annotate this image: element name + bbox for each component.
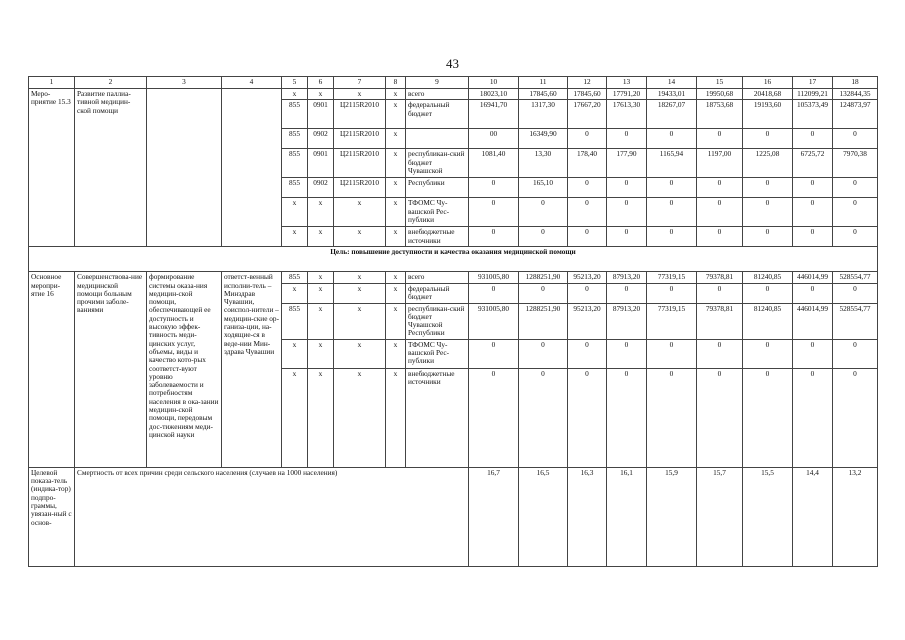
value-cell: 0 (743, 283, 793, 303)
value-cell: 446014,99 (793, 272, 833, 283)
grbs-cell: х (282, 368, 308, 467)
page-number: 43 (446, 56, 459, 71)
value-cell: 0 (743, 178, 793, 198)
table-row (29, 89, 878, 100)
goal-row (29, 247, 878, 272)
value-cell: 16941,70 (469, 100, 519, 129)
value-cell: 0 (607, 283, 647, 303)
col-num-15: 15 (697, 77, 743, 89)
value-cell: 0 (519, 283, 568, 303)
section-cell: х (308, 339, 334, 368)
value-cell: 0 (743, 198, 793, 227)
grbs-cell: 855 (282, 303, 308, 339)
section-cell: х (308, 89, 334, 100)
value-cell: 132844,35 (833, 89, 878, 100)
target-article-cell: Ц2115R2010 (334, 178, 386, 198)
value-cell: 18023,10 (469, 89, 519, 100)
section-cell: х (308, 198, 334, 227)
value-cell: 20418,68 (743, 89, 793, 100)
funding-source: внебюджетные источники (406, 227, 469, 247)
col-num-13: 13 (607, 77, 647, 89)
value-cell: 0 (743, 129, 793, 149)
col-num-18: 18 (833, 77, 878, 89)
value-cell: 0 (697, 198, 743, 227)
value-cell: 0 (469, 178, 519, 198)
target-article-cell: х (334, 283, 386, 303)
section-cell: х (308, 368, 334, 467)
expense-group-cell: х (386, 272, 406, 283)
funding-source: федеральный бюджет (406, 100, 469, 129)
col-num-11: 11 (519, 77, 568, 89)
indicator-value: 16,3 (568, 467, 607, 566)
value-cell: 87913,20 (607, 272, 647, 283)
expense-group-cell: х (386, 303, 406, 339)
value-cell: 17791,20 (607, 89, 647, 100)
value-cell: 0 (833, 227, 878, 247)
value-cell: 0 (647, 339, 697, 368)
col-num-1: 1 (29, 77, 75, 89)
value-cell: 1225,08 (743, 149, 793, 178)
value-cell: 0 (568, 283, 607, 303)
value-cell: 1288251,90 (519, 272, 568, 283)
grbs-cell: х (282, 339, 308, 368)
indicator-value: 13,2 (833, 467, 878, 566)
value-cell: 0 (647, 198, 697, 227)
value-cell: 0 (647, 227, 697, 247)
value-cell: 81240,85 (743, 303, 793, 339)
value-cell: 17667,20 (568, 100, 607, 129)
value-cell: 0 (568, 227, 607, 247)
value-cell: 17845,60 (519, 89, 568, 100)
value-cell: 0 (833, 178, 878, 198)
grbs-cell: 855 (282, 272, 308, 283)
col-num-9: 9 (406, 77, 469, 89)
activity-goal (147, 89, 222, 247)
activity-name: Совершенствова-ние медицинской помощи больным прочими заболе-ваниями (75, 272, 147, 467)
value-cell: 0 (519, 339, 568, 368)
grbs-cell: 855 (282, 178, 308, 198)
col-num-12: 12 (568, 77, 607, 89)
col-num-4: 4 (222, 77, 282, 89)
value-cell: 0 (743, 227, 793, 247)
activity-executor: ответст-венный исполни-тель – Минздрав Чувашии, соиспол-нители – медицин-ские ор-ганиза-ции, на-ходящие-ся в веде-нии Мин-здрава Чувашии (222, 272, 282, 467)
section-cell: 0901 (308, 100, 334, 129)
value-cell: 165,10 (519, 178, 568, 198)
expense-group-cell: х (386, 368, 406, 467)
activity-name: Развитие паллиа-тивной медицин-ской помощи (75, 89, 147, 247)
expense-group-cell: х (386, 178, 406, 198)
indicator-value: 14,4 (793, 467, 833, 566)
target-article-cell: х (334, 368, 386, 467)
value-cell: 19193,60 (743, 100, 793, 129)
value-cell: 931005,80 (469, 303, 519, 339)
value-cell: 0 (607, 198, 647, 227)
col-num-7: 7 (334, 77, 386, 89)
value-cell: 0 (793, 339, 833, 368)
value-cell: 0 (607, 339, 647, 368)
funding-source: ТФОМС Чу-вашской Рес-публики (406, 198, 469, 227)
value-cell: 16349,90 (519, 129, 568, 149)
value-cell: 0 (568, 198, 607, 227)
value-cell: 0 (833, 283, 878, 303)
expense-group-cell: х (386, 129, 406, 149)
value-cell: 17845,60 (568, 89, 607, 100)
value-cell: 7970,38 (833, 149, 878, 178)
value-cell: 0 (519, 227, 568, 247)
value-cell: 931005,80 (469, 272, 519, 283)
target-article-cell: х (334, 198, 386, 227)
value-cell: 0 (833, 368, 878, 467)
value-cell: 0 (647, 368, 697, 467)
section-cell: 0902 (308, 129, 334, 149)
expense-group-cell: х (386, 227, 406, 247)
grbs-cell: х (282, 198, 308, 227)
value-cell: 95213,20 (568, 303, 607, 339)
col-num-6: 6 (308, 77, 334, 89)
col-num-5: 5 (282, 77, 308, 89)
col-num-16: 16 (743, 77, 793, 89)
col-num-10: 10 (469, 77, 519, 89)
indicator-label: Целевой показа-тель (индика-тор) подпро-граммы, увязан-ный с основ- (29, 467, 75, 566)
target-article-cell: Ц2115R2010 (334, 149, 386, 178)
expense-group-cell: х (386, 89, 406, 100)
expense-group-cell: х (386, 100, 406, 129)
column-number-row (29, 77, 878, 89)
value-cell: 0 (568, 339, 607, 368)
section-cell: х (308, 272, 334, 283)
indicator-value: 15,9 (647, 467, 697, 566)
value-cell: 77319,15 (647, 272, 697, 283)
grbs-cell: х (282, 89, 308, 100)
value-cell: 0 (469, 339, 519, 368)
funding-source: внебюджетные источники (406, 368, 469, 467)
value-cell: 0 (607, 129, 647, 149)
value-cell: 0 (743, 368, 793, 467)
value-cell: 1317,30 (519, 100, 568, 129)
value-cell: 0 (469, 283, 519, 303)
activity-code: Основное меропри-ятие 16 (29, 272, 75, 467)
activity-goal: формирование системы оказа-ния медицин-ской помощи, обеспечивающей ее доступность и высокую эффек-тивность меди-цинских услуг, объемы, виды и качество кото-рых соответст-вуют уровню заболеваемости и потребностям населения в ока-зании медицин-ской помощи, передовым дос-тижениям меди-цинской науки (147, 272, 222, 467)
value-cell: 0 (607, 178, 647, 198)
funding-source: республикан-ский бюджет Чувашской Республики (406, 303, 469, 339)
value-cell: 0 (697, 129, 743, 149)
value-cell: 19950,68 (697, 89, 743, 100)
goal-heading: Цель: повышение доступности и качества оказания медицинской помощи (29, 247, 878, 272)
activity-executor (222, 89, 282, 247)
target-article-cell: х (334, 303, 386, 339)
section-cell: х (308, 227, 334, 247)
value-cell: 0 (697, 283, 743, 303)
value-cell: 0 (647, 129, 697, 149)
target-article-cell: Ц2115R2010 (334, 100, 386, 129)
target-article-cell: Ц2115R2010 (334, 129, 386, 149)
value-cell: 178,40 (568, 149, 607, 178)
grbs-cell: 855 (282, 129, 308, 149)
col-num-17: 17 (793, 77, 833, 89)
value-cell: 0 (697, 339, 743, 368)
funding-source: всего (406, 89, 469, 100)
section-cell: 0901 (308, 149, 334, 178)
value-cell: 0 (793, 283, 833, 303)
value-cell: 19433,01 (647, 89, 697, 100)
indicator-value: 16,1 (607, 467, 647, 566)
value-cell: 0 (519, 368, 568, 467)
value-cell: 0 (697, 368, 743, 467)
funding-source: ТФОМС Чу-вашской Рес-публики (406, 339, 469, 368)
value-cell: 0 (568, 178, 607, 198)
value-cell: 528554,77 (833, 272, 878, 283)
program-table (28, 76, 878, 567)
value-cell: 0 (793, 178, 833, 198)
value-cell: 0 (697, 178, 743, 198)
expense-group-cell: х (386, 198, 406, 227)
target-article-cell: х (334, 89, 386, 100)
value-cell: 95213,20 (568, 272, 607, 283)
value-cell: 1197,00 (697, 149, 743, 178)
value-cell: 112099,21 (793, 89, 833, 100)
value-cell: 124873,97 (833, 100, 878, 129)
value-cell: 77319,15 (647, 303, 697, 339)
grbs-cell: 855 (282, 149, 308, 178)
value-cell: 87913,20 (607, 303, 647, 339)
activity-code: Меро-приятие 15.3 (29, 89, 75, 247)
col-num-8: 8 (386, 77, 406, 89)
value-cell: 18753,68 (697, 100, 743, 129)
indicator-value: 16,7 (469, 467, 519, 566)
value-cell: 0 (793, 198, 833, 227)
funding-source (406, 129, 469, 149)
indicator-text: Смертность от всех причин среди сельского населения (случаев на 1000 населения) (75, 467, 469, 566)
value-cell: 0 (833, 129, 878, 149)
expense-group-cell: х (386, 339, 406, 368)
value-cell: 0 (793, 227, 833, 247)
value-cell: 0 (743, 339, 793, 368)
expense-group-cell: х (386, 283, 406, 303)
value-cell: 6725,72 (793, 149, 833, 178)
funding-source: Республики (406, 178, 469, 198)
value-cell: 0 (697, 227, 743, 247)
value-cell: 528554,77 (833, 303, 878, 339)
value-cell: 1081,40 (469, 149, 519, 178)
value-cell: 0 (568, 129, 607, 149)
grbs-cell: х (282, 227, 308, 247)
grbs-cell: 855 (282, 100, 308, 129)
value-cell: 13,30 (519, 149, 568, 178)
value-cell: 0 (607, 368, 647, 467)
col-num-14: 14 (647, 77, 697, 89)
funding-source: республикан-ский бюджет Чувашской (406, 149, 469, 178)
value-cell: 00 (469, 129, 519, 149)
value-cell: 0 (647, 283, 697, 303)
value-cell: 0 (519, 198, 568, 227)
value-cell: 0 (793, 368, 833, 467)
funding-source: федеральный бюджет (406, 283, 469, 303)
value-cell: 0 (568, 368, 607, 467)
value-cell: 0 (607, 227, 647, 247)
value-cell: 79378,81 (697, 303, 743, 339)
value-cell: 105373,49 (793, 100, 833, 129)
value-cell: 446014,99 (793, 303, 833, 339)
indicator-value: 15,5 (743, 467, 793, 566)
value-cell: 79378,81 (697, 272, 743, 283)
value-cell: 17613,30 (607, 100, 647, 129)
value-cell: 0 (469, 227, 519, 247)
funding-source: всего (406, 272, 469, 283)
value-cell: 0 (469, 368, 519, 467)
value-cell: 0 (833, 198, 878, 227)
col-num-3: 3 (147, 77, 222, 89)
expense-group-cell: х (386, 149, 406, 178)
section-cell: х (308, 283, 334, 303)
value-cell: 1165,94 (647, 149, 697, 178)
indicator-value: 15,7 (697, 467, 743, 566)
value-cell: 18267,07 (647, 100, 697, 129)
col-num-2: 2 (75, 77, 147, 89)
target-article-cell: х (334, 339, 386, 368)
target-article-cell: х (334, 227, 386, 247)
section-cell: 0902 (308, 178, 334, 198)
value-cell: 0 (469, 198, 519, 227)
indicator-value: 16,5 (519, 467, 568, 566)
grbs-cell: х (282, 283, 308, 303)
target-article-cell: х (334, 272, 386, 283)
table-row (29, 272, 878, 283)
value-cell: 177,90 (607, 149, 647, 178)
value-cell: 1288251,90 (519, 303, 568, 339)
value-cell: 0 (793, 129, 833, 149)
value-cell: 81240,85 (743, 272, 793, 283)
value-cell: 0 (833, 339, 878, 368)
indicator-row (29, 467, 878, 566)
section-cell: х (308, 303, 334, 339)
value-cell: 0 (647, 178, 697, 198)
